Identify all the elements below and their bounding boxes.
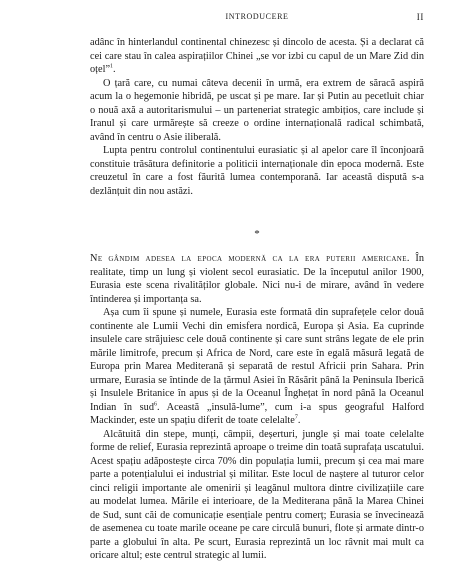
paragraph: O țară care, cu numai câteva decenii în urmă, era extrem de săracă aspiră acum la o hegemonie hibridă, pe uscat și pe mare. Iar și Putin au pecetluit chiar o nouă axă a autoritarismului – un parteneriat strategic ambițios, care include și Iranul și care urmărește să creeze o ordine internațională radical schimbată, având în centru o Asie iliberală. — [90, 77, 424, 143]
paragraph-text: . — [297, 415, 301, 426]
lead-in-small-caps: Ne gândim adesea la epoca modernă ca la era puterii americane. — [90, 253, 410, 264]
running-header — [90, 10, 424, 24]
paragraph: Alcătuită din stepe, munți, câmpii, deșerturi, jungle și mai toate celelalte forme de relief, Eurasia reprezintă aproape o treime din toată suprafața uscatului. Acest spațiu adăpostește circa 70% din populația lumii, precum și cea mai mare parte a potențialului ei industrial și militar. Este locul de naștere al tuturor celor cinci religii importante ale omenirii și leagănul multora dintre civilizațiile care au modelat lumea. Mările ei interioare, de la Mediterana până la Marea Chinei de Sud, sunt căi de comunicație esențiale pentru comerț; Eurasia se învecinează de asemenea cu toate marile oceane pe care circulă bunuri, flote și armate dintr-o parte a globului în alta. Pe scurt, Eurasia reprezintă un loc râvnit mai mult ca oricare altul; este centrul strategic al lumii. — [90, 428, 424, 561]
paragraph-text: . Această „insulă-lume”, cum i-a spus geograful Halford Mackinder, este un spațiu diferit de toate celelalte — [90, 401, 424, 426]
footnote-ref: 7 — [294, 414, 298, 421]
footnote-ref: 6 — [153, 401, 157, 408]
section-break-asterisk: * — [254, 228, 260, 240]
section-opening-paragraph — [90, 252, 424, 306]
paragraph: Lupta pentru controlul continentului eurasiatic și al apelor care îl înconjoară constituie trăsătura definitorie a politicii internaționale din epoca modernă. Este creuzetul în care a fost făurită lumea contemporană. Iar această dispută s-a dezlănțuit din nou astăzi. — [90, 145, 424, 197]
paragraph — [90, 306, 424, 428]
paragraph-text: Așa cum îi spune și numele, Eurasia este formată din suprafețele celor două continente ale Lumii Vechi din emisfera nordică, Europa și Asia. Ea cuprinde insulele care străjuiesc cele două continente și care sunt strâns legate de ele prin mările limitrofe, precum și Africa de Nord, care este în egală măsură legată de Europa prin Marea Mediterană și separată de restul Africii prin Sahara. Prin urmare, Eurasia se întinde de la țărmul Asiei în Răsărit până la Peninsula Iberică și Insulele Britanice în apus și de la Oceanul Înghețat în nord până la Oceanul Indian în sud — [90, 307, 424, 413]
paragraph-text: adânc în hinterlandul continental chinezesc și dincolo de acesta. Și a declarat că cei care stau în calea aspirațiilor Chinei „se vor izbi cu capul de un Mare Zid din oțel” — [90, 37, 424, 75]
body-text — [90, 36, 424, 563]
paragraph-continuation: adânc în hinterlandul continental chinezesc și dincolo de acesta. Și a declarat că cei care stau în calea aspirațiilor Chinei „se vor izbi cu capul de un Mare Zid din oțel”$^1$. — [90, 37, 424, 75]
paragraph-text: În realitate, timp un lung și violent secol eurasiatic. De la începutul anilor 1900, Eurasia este scena rivalităților globale. Nici nu-i de mirare, având în vedere întinderea și importanța sa. — [90, 253, 424, 305]
running-title: INTRODUCERE — [225, 12, 289, 21]
page-number: II — [416, 12, 424, 22]
footnote-ref: 1 — [110, 63, 114, 70]
